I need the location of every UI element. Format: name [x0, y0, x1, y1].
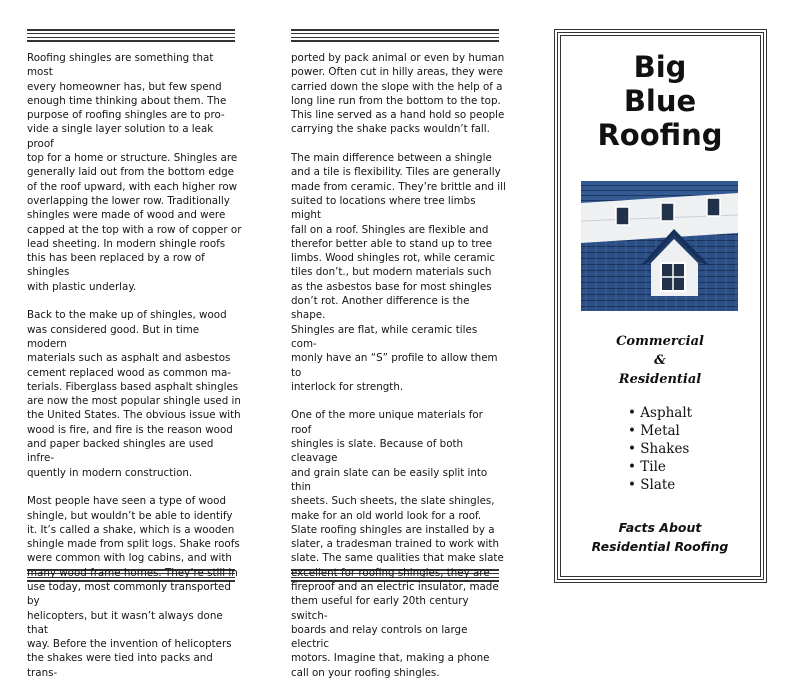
- list-item: [628, 440, 692, 458]
- bullet: •: [628, 423, 636, 439]
- list-item: [628, 476, 692, 494]
- service-label: Asphalt: [640, 405, 693, 421]
- bullet: •: [628, 405, 636, 421]
- tagline-line: &: [654, 353, 666, 368]
- service-label: Tile: [640, 459, 666, 475]
- paragraph: ported by pack animal or even by human power. Often cut in hilly areas, they were carried down the slope with the help of a long line run from the bottom to the top. This line served as a hand hold so people carrying the shake packs wouldn’t fall.: [291, 52, 505, 136]
- tagline: [560, 332, 760, 389]
- bullet: •: [628, 459, 636, 475]
- paragraph: Most people have seen a type of wood shingle, but wouldn’t be able to identify it. It’s called a shake, which is a wooden shingle made from split logs. Shake roofs were common with log cabins, and with many wood frame homes. They’re still in use today, most commonly transported by helicopters, but it wasn’t always done that way. Before the invention of helicopters the shakes were tied into packs and trans-: [27, 495, 240, 679]
- panel-left-text: [27, 51, 242, 694]
- brochure-title: Big Blue Roofing: [597, 50, 723, 152]
- paragraph: Roofing shingles are something that most every homeowner has, but few spend enough time thinking about them. The purpose of roofing shingles are to pro- vide a single layer solution to a leak proof top for a home or structure. Shingles are generally laid out from the bottom edge of the roof upward, with each higher row overlapping the lower row. Traditionally shingles were made of wood and were capped at the top with a row of copper or lead sheeting. In modern shingle roofs this has been replaced by a row of shingles with plastic underlay.: [27, 52, 242, 293]
- roof-photo: [581, 181, 738, 311]
- bullet: •: [628, 441, 636, 457]
- service-label: Shakes: [640, 441, 690, 457]
- cover-subtitle: Facts About Residential Roofing: [591, 520, 729, 554]
- list-item: [628, 404, 692, 422]
- paragraph: The main difference between a shingle and a tile is flexibility. Tiles are generally made from ceramic. They’re brittle and ill suited to locations where tree limbs might fall on a roof. Shingles are flexible and therefor better able to stand up to tree limbs. Wood shingles rot, while ceramic tiles don’t., but modern materials such as the asbestos base for most shingles don’t rot. Another difference is the shape. Shingles are flat, while ceramic tiles com- monly have an “S” profile to allow them to interlock for strength.: [291, 152, 506, 393]
- tagline-line: Commercial: [616, 334, 704, 349]
- service-label: Metal: [640, 423, 680, 439]
- top-rule-left: [27, 29, 235, 43]
- list-item: [628, 458, 692, 476]
- bullet: •: [628, 477, 636, 493]
- tagline-line: Residential: [618, 372, 702, 387]
- top-rule-middle: [291, 29, 499, 43]
- service-label: Slate: [640, 477, 676, 493]
- list-item: [628, 422, 692, 440]
- paragraph: One of the more unique materials for roof shingles is slate. Because of both cleavage and grain slate can be easily split into thin sheets. Such sheets, the slate shingles, make for an old world look for a roof. Slate roofing shingles are installed by a slater, a tradesman trained to work with slate. The same qualities that make slate excellent for roofing shingles, they are fireproof and an electric insulator, made them useful for early 20th century switch- boards and relay controls on large electric motors. Imagine that, making a phone call on your roofing shingles.: [291, 409, 504, 679]
- paragraph: Back to the make up of shingles, wood was considered good. But in time modern materials such as asphalt and asbestos cement replaced wood as common ma- terials. Fiberglass based asphalt shingles are now the most popular shingle used in the United States. The obvious issue with wood is fire, and fire is the reason wood and paper backed shingles are used infre- quently in modern construction.: [27, 309, 241, 479]
- services-list: [628, 404, 692, 494]
- panel-middle-text: [291, 51, 506, 694]
